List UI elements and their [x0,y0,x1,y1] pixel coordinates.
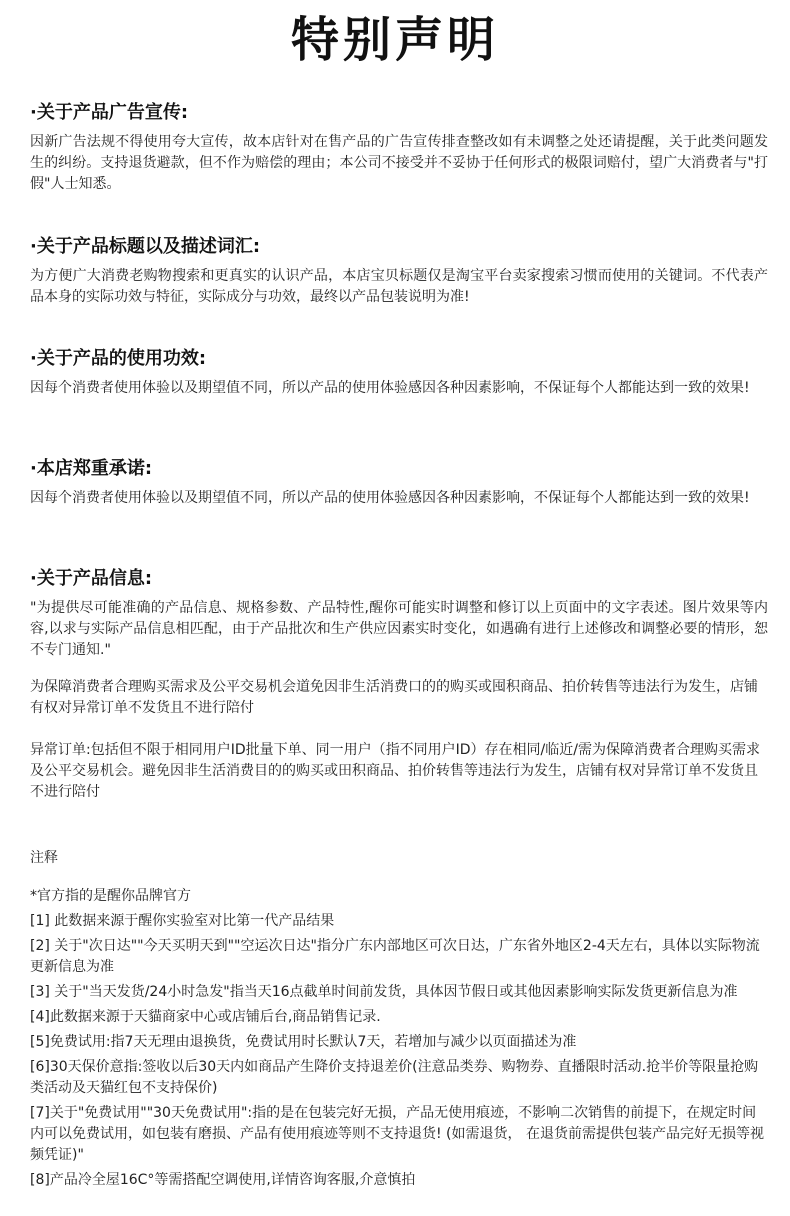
notes-section [30,848,768,1195]
section-title-description [30,234,768,308]
consumer-protection-paragraph: 为保障消费者合理购买需求及公平交易机会道免因非生活消费口的的购买或囤积商品、拍价转售等违法行为发生，店铺有权对异常订单不发货且不进行陪付 [30,679,758,716]
section-heading: ·关于产品广告宣传: [30,102,189,123]
section-heading: ·关于产品标题以及描述词汇: [30,236,261,257]
section-body: 因每个消费者使用体验以及期望值不同，所以产品的使用体验感因各种因素影响，不保证每个人都能达到一致的效果! [30,380,750,396]
section-body: 因新广告法规不得使用夸大宣传，故本店针对在售产品的广告宣传排查整改如有未调整之处还请提醒，关于此类问题发生的纠纷。支持退货避款，但不作为赔偿的理由；本公司不接受并不妥协于任何形式的极限词赔付，望广大消费者与"打假"人士知悉。 [30,134,768,192]
notes-list [30,886,768,1191]
section-heading: ·关于产品的使用功效: [30,348,207,369]
note-item: [8]产品冷全屋16C°等需搭配空调使用,详情咨询客服,介意慎拍 [30,1172,416,1188]
section-store-promise [30,456,768,509]
page-title: 特别声明 [290,12,499,68]
note-item: [1] 此数据来源于醒你实验室对比第一代产品结果 [30,913,335,929]
section-body: 为方便广大消费老购物搜索和更真实的认识产品，本店宝贝标题仅是淘宝平台卖家搜索习惯而使用的关键词。不代表产品本身的实际功效与特征，实际成分与功效，最终以产品包装说明为准! [30,268,768,305]
section-usage-effect [30,346,768,399]
notes-heading: 注释 [30,850,58,866]
section-body: "为提供尽可能准确的产品信息、规格参数、产品特性,醒你可能实时调整和修订以上页面中的文字表述。图片效果等内容,以求与实际产品信息相匹配，由于产品批次和生产供应因素实时变化，如遇确有进行上述修改和调整必要的情形，恕不专门通知." [30,600,768,658]
note-item: [6]30天保价意指:签收以后30天内如商品产生降价支持退差价(注意品类券、购物券、直播限时活动.抢半价等限量抢购类活动及天猫红包不支持保价) [30,1059,759,1096]
note-item: [7]关于"免费试用""30天免费试用":指的是在包装完好无损，产品无使用痕迹，不影响二次销售的前提下，在规定时间内可以免费试用，如包装有磨损、产品有使用痕迹等则不支持退货! (如需退货， 在退货前需提供包装产品完好无损等视频凭证)" [30,1105,764,1163]
note-item: [5]免费试用:指7天无理由退换货，免费试用时长默认7天，若增加与减少以页面描述为准 [30,1034,577,1050]
note-item: [2] 关于"次日达""今天买明天到""空运次日达"指分广东内部地区可次日达，广东省外地区2-4天左右，具体以实际物流更新信息为准 [30,938,760,975]
note-item: [3] 关于"当天发货/24小时急发"指当天16点截单时间前发货，具体因节假日或其他因素影响实际发货更新信息为准 [30,984,738,1000]
section-product-info [30,566,768,661]
section-body: 因每个消费者使用体验以及期望值不同，所以产品的使用体验感因各种因素影响，不保证每个人都能达到一致的效果! [30,490,750,506]
note-item: [4]此数据来源于天貓商家中心或店铺后台,商品销售记录. [30,1009,381,1025]
section-advertising [30,100,768,195]
section-heading: ·关于产品信息: [30,568,153,589]
note-item: *官方指的是醒你品牌官方 [30,888,191,904]
section-heading: ·本店郑重承诺: [30,458,153,479]
abnormal-order-paragraph: 异常订单:包括但不限于相同用户ID批量下单、同一用户（指不同用户ID）存在相同/临近/需为保障消费者合理购买需求及公平交易机会。避免因非生活消费目的的购买或田积商品、拍价转售等违法行为发生，店铺有权对异常订单不发货且不进行陪付 [30,742,760,800]
